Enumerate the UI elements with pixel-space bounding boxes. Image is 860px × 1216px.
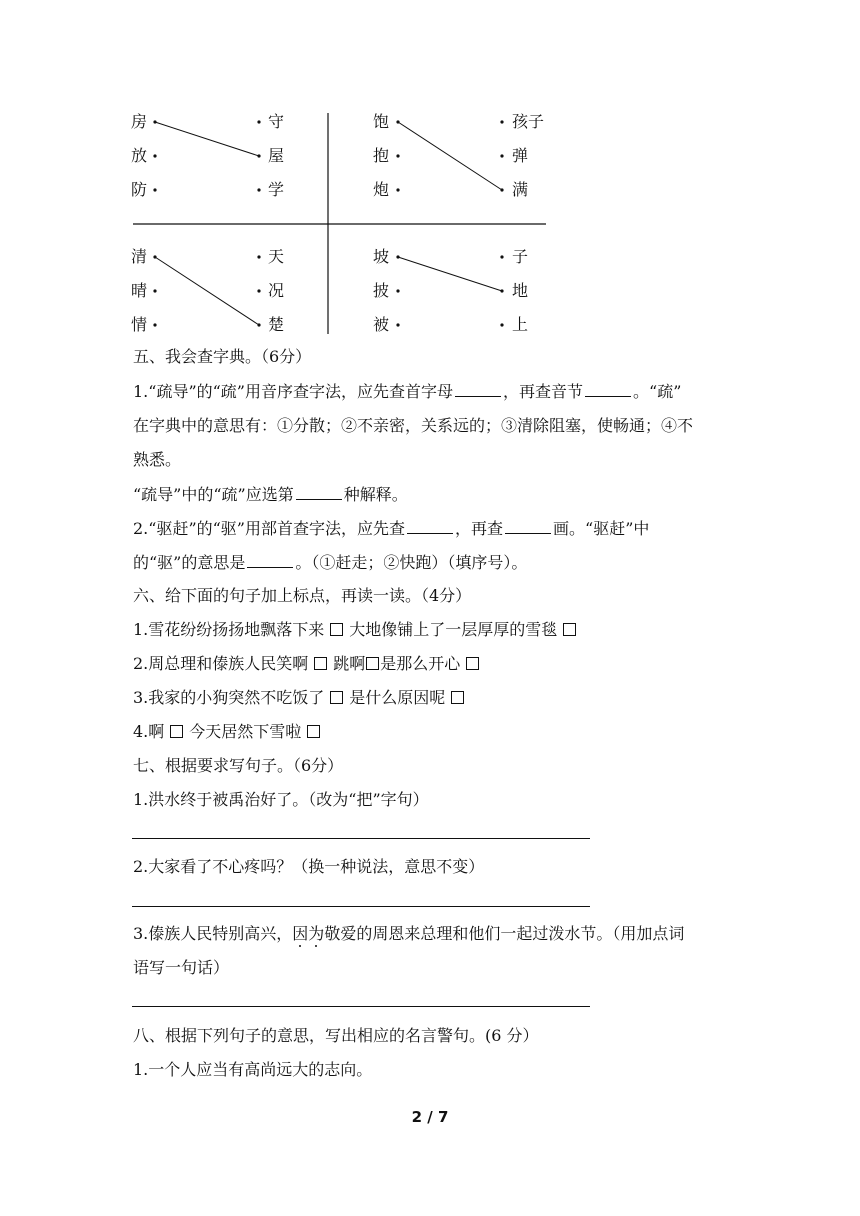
answer-blank-strokes[interactable] <box>505 518 551 534</box>
section-5-q1-line2: 在字典中的意思有：①分散；②不亲密，关系远的；③清除阻塞，使畅通；④不 <box>133 416 694 435</box>
section-5-q1-choice <box>133 484 408 505</box>
section-7-q3-line2: 语写一句话） <box>133 958 230 977</box>
q-text: 1.“疏导”的“疏”用音序查字法，应先查首字母 <box>133 382 453 401</box>
match-dot <box>500 154 503 157</box>
match-dot <box>396 289 399 292</box>
match-dot <box>153 154 156 157</box>
answer-line[interactable] <box>132 906 590 907</box>
answer-blank-syllable[interactable] <box>585 381 631 397</box>
q-text: 大地像铺上了一层厚厚的雪毯 <box>349 620 558 639</box>
match-dot <box>153 323 156 326</box>
q-text: 的“驱”的意思是 <box>133 553 246 572</box>
section-8-title: 八、根据下列句子的意思，写出相应的名言警句。(6 分） <box>133 1026 539 1045</box>
match-dot <box>396 188 399 191</box>
match-left-char[interactable]: 放 <box>131 146 148 165</box>
match-left-char[interactable]: 坡 <box>373 247 390 266</box>
match-right-char[interactable]: 天 <box>268 247 285 266</box>
section-6-title: 六、给下面的句子加上标点，再读一读。（4分） <box>133 586 472 605</box>
punctuation-box[interactable] <box>314 657 327 670</box>
q-text: 4.啊 <box>133 722 165 741</box>
match-right-char[interactable]: 守 <box>268 112 285 131</box>
match-dot <box>500 255 503 258</box>
q-text: 。（①赶走；②快跑）（填序号）。 <box>295 553 528 572</box>
q-text: “疏导”中的“疏”应选第 <box>133 485 294 504</box>
punctuation-box[interactable] <box>466 657 479 670</box>
q-text: ，再查 <box>455 519 504 538</box>
punctuation-box[interactable] <box>307 725 320 738</box>
answer-blank-initial[interactable] <box>455 381 501 397</box>
q-text: 2.周总理和傣族人民笑啊 <box>133 654 309 673</box>
answer-blank-radical[interactable] <box>407 518 453 534</box>
section-6-q2 <box>133 654 485 674</box>
punctuation-box[interactable] <box>366 657 379 670</box>
q-text: 是那么开心 <box>380 654 461 673</box>
punctuation-box[interactable] <box>563 623 576 636</box>
section-5-title: 五、我会查字典。（6分） <box>133 347 312 366</box>
q-text: ，再查音节 <box>503 382 584 401</box>
match-dot <box>153 188 156 191</box>
q-text: 1.雪花纷纷扬扬地飘落下来 <box>133 620 325 639</box>
q-text: 画。“驱赶”中 <box>553 519 650 538</box>
match-left-char[interactable]: 清 <box>131 247 148 266</box>
match-dot <box>257 188 260 191</box>
answer-blank-drive-meaning[interactable] <box>247 552 293 568</box>
match-right-char[interactable]: 地 <box>512 281 529 300</box>
match-left-char[interactable]: 房 <box>131 112 148 131</box>
match-right-char[interactable]: 上 <box>512 315 529 334</box>
match-left-char[interactable]: 防 <box>131 180 148 199</box>
q-text: 种解释。 <box>343 485 408 504</box>
section-7-q1: 1.洪水终于被禹治好了。（改为“把”字句） <box>133 790 429 809</box>
match-left-char[interactable]: 抱 <box>373 146 390 165</box>
q-text: 跳啊 <box>333 654 366 673</box>
section-8-q1: 1.一个人应当有高尚远大的志向。 <box>133 1060 373 1079</box>
match-right-char[interactable]: 满 <box>512 180 529 199</box>
q-text: 是什么原因呢 <box>349 688 446 707</box>
section-6-q3 <box>133 688 470 708</box>
match-left-char[interactable]: 饱 <box>373 112 390 131</box>
match-dot <box>257 289 260 292</box>
punctuation-box[interactable] <box>170 725 183 738</box>
match-dot <box>500 323 503 326</box>
punctuation-box[interactable] <box>451 691 464 704</box>
match-right-char[interactable]: 楚 <box>268 315 285 334</box>
section-6-q4 <box>133 722 326 742</box>
section-7-title: 七、根据要求写句子。（6分） <box>133 756 344 775</box>
match-dot <box>257 120 260 123</box>
answer-line[interactable] <box>132 1006 590 1007</box>
section-7-q2: 2.大家看了不心疼吗？（换一种说法，意思不变） <box>133 857 485 876</box>
match-left-char[interactable]: 披 <box>373 281 390 300</box>
answer-blank-meaning[interactable] <box>296 484 342 500</box>
matching-lines <box>0 0 860 360</box>
match-right-char[interactable]: 子 <box>512 247 529 266</box>
page-number: 2 / 7 <box>411 1108 449 1126</box>
match-left-char[interactable]: 炮 <box>373 180 390 199</box>
section-5-q1-line3: 熟悉。 <box>133 450 182 469</box>
match-connection-line <box>155 257 259 325</box>
emphasis-dot-char: 因 <box>292 924 309 943</box>
match-dot <box>396 323 399 326</box>
match-dot <box>257 255 260 258</box>
q-text: 敬爱的周恩来总理和他们一起过泼水节。（用加点词 <box>324 924 685 943</box>
section-7-q3 <box>133 924 684 944</box>
match-right-char[interactable]: 学 <box>268 180 285 199</box>
match-connection-line <box>398 257 502 291</box>
section-5-q2 <box>133 518 649 539</box>
match-dot <box>396 154 399 157</box>
q-text: 2.“驱赶”的“驱”用部首查字法，应先查 <box>133 519 405 538</box>
q-text: 3.傣族人民特别高兴， <box>133 924 293 943</box>
match-right-char[interactable]: 孩子 <box>512 112 545 131</box>
punctuation-box[interactable] <box>330 691 343 704</box>
match-connection-line <box>155 122 259 156</box>
punctuation-box[interactable] <box>330 623 343 636</box>
match-connection-line <box>398 122 502 190</box>
emphasis-dot-char: 为 <box>308 924 325 943</box>
match-left-char[interactable]: 情 <box>131 315 148 334</box>
match-right-char[interactable]: 弹 <box>512 146 529 165</box>
match-right-char[interactable]: 屋 <box>268 146 285 165</box>
answer-line[interactable] <box>132 838 590 839</box>
match-left-char[interactable]: 被 <box>373 315 390 334</box>
section-5-q1 <box>133 381 681 402</box>
q-text: 今天居然下雪啦 <box>189 722 302 741</box>
q-text: 3.我家的小狗突然不吃饭了 <box>133 688 325 707</box>
match-dot <box>500 120 503 123</box>
match-left-char[interactable]: 晴 <box>131 281 148 300</box>
match-right-char[interactable]: 况 <box>268 281 285 300</box>
match-dot <box>153 289 156 292</box>
section-5-q2-line2 <box>133 552 527 573</box>
q-text: 。“疏” <box>633 382 682 401</box>
section-6-q1 <box>133 620 582 640</box>
